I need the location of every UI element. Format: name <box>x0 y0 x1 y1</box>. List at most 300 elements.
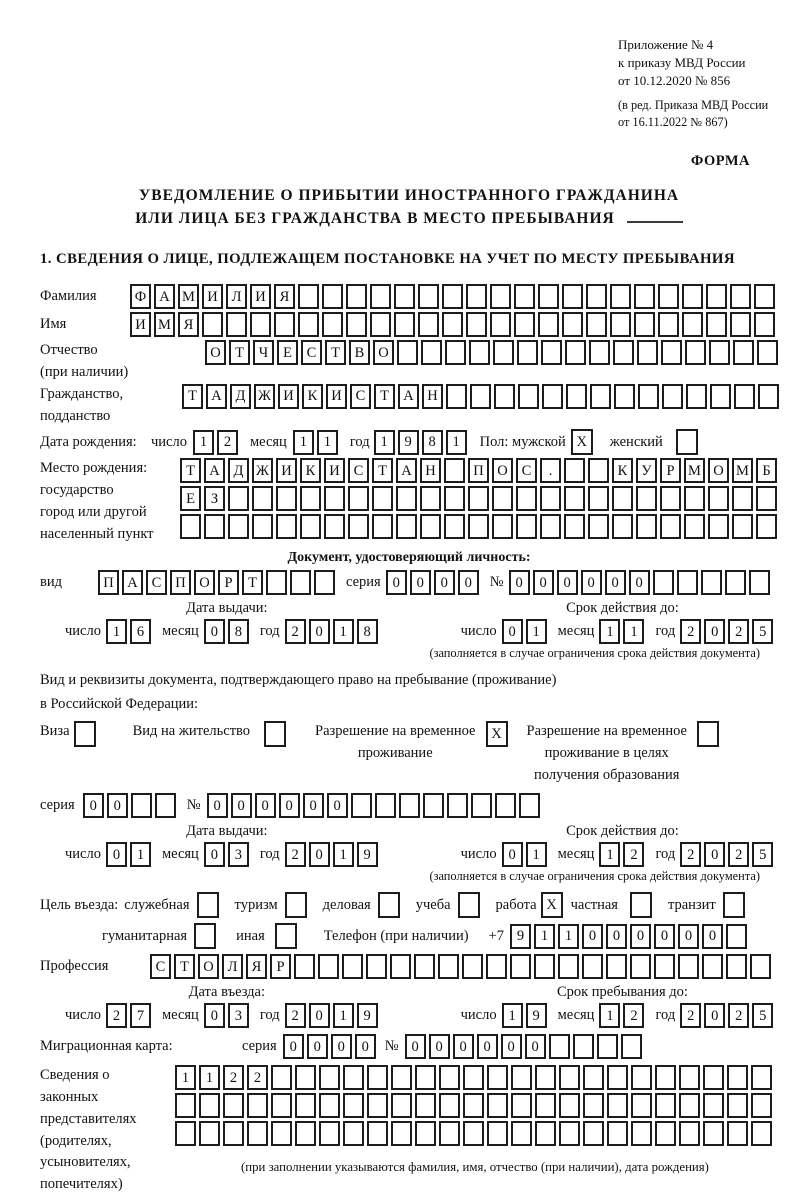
form-cell[interactable] <box>756 486 777 511</box>
form-cell[interactable] <box>463 1121 484 1146</box>
form-cell[interactable] <box>378 892 400 918</box>
form-cell[interactable]: И <box>130 312 151 337</box>
form-cell[interactable] <box>607 1093 628 1118</box>
form-cell[interactable]: М <box>732 458 753 483</box>
form-cell[interactable]: 1 <box>526 619 547 644</box>
form-cell[interactable]: Р <box>270 954 291 979</box>
form-cell[interactable] <box>74 721 96 747</box>
form-cell[interactable]: И <box>202 284 223 309</box>
form-cell[interactable] <box>516 514 537 539</box>
form-cell[interactable] <box>637 340 658 365</box>
form-cell[interactable] <box>514 312 535 337</box>
form-cell[interactable] <box>758 384 779 409</box>
form-cell[interactable]: Я <box>274 284 295 309</box>
form-cell[interactable] <box>446 384 467 409</box>
form-cell[interactable] <box>318 954 339 979</box>
form-cell[interactable] <box>439 1121 460 1146</box>
form-cell[interactable] <box>420 514 441 539</box>
form-cell[interactable]: Т <box>325 340 346 365</box>
form-cell[interactable] <box>180 514 201 539</box>
form-cell[interactable] <box>300 486 321 511</box>
form-cell[interactable]: X <box>571 429 593 455</box>
form-cell[interactable]: 1 <box>534 924 555 949</box>
form-cell[interactable] <box>662 384 683 409</box>
form-cell[interactable]: Т <box>180 458 201 483</box>
form-cell[interactable] <box>708 486 729 511</box>
form-cell[interactable]: Т <box>182 384 203 409</box>
form-cell[interactable] <box>343 1121 364 1146</box>
form-cell[interactable]: 2 <box>680 842 701 867</box>
form-cell[interactable] <box>631 1093 652 1118</box>
form-cell[interactable] <box>679 1121 700 1146</box>
form-cell[interactable]: 0 <box>106 842 127 867</box>
form-cell[interactable] <box>514 284 535 309</box>
form-cell[interactable]: 1 <box>599 842 620 867</box>
form-cell[interactable] <box>541 340 562 365</box>
form-cell[interactable] <box>372 514 393 539</box>
form-cell[interactable]: 0 <box>453 1034 474 1059</box>
form-cell[interactable] <box>725 570 746 595</box>
form-cell[interactable]: П <box>468 458 489 483</box>
form-cell[interactable]: 0 <box>704 1003 725 1028</box>
form-cell[interactable] <box>247 1121 268 1146</box>
form-cell[interactable] <box>708 514 729 539</box>
form-cell[interactable]: 0 <box>207 793 228 818</box>
form-cell[interactable]: 0 <box>533 570 554 595</box>
form-cell[interactable] <box>751 1093 772 1118</box>
form-cell[interactable] <box>733 340 754 365</box>
form-cell[interactable]: 3 <box>228 842 249 867</box>
form-cell[interactable] <box>535 1121 556 1146</box>
form-cell[interactable] <box>463 1093 484 1118</box>
form-cell[interactable] <box>734 384 755 409</box>
form-cell[interactable]: X <box>541 892 563 918</box>
form-cell[interactable]: Ж <box>252 458 273 483</box>
form-cell[interactable]: X <box>486 721 508 747</box>
form-cell[interactable] <box>415 1093 436 1118</box>
form-cell[interactable]: 1 <box>293 430 314 455</box>
form-cell[interactable]: 1 <box>526 842 547 867</box>
form-cell[interactable] <box>396 514 417 539</box>
form-cell[interactable] <box>155 793 176 818</box>
form-cell[interactable]: К <box>302 384 323 409</box>
form-cell[interactable] <box>295 1093 316 1118</box>
form-cell[interactable] <box>370 312 391 337</box>
form-cell[interactable]: 2 <box>223 1065 244 1090</box>
form-cell[interactable] <box>271 1093 292 1118</box>
form-cell[interactable] <box>298 312 319 337</box>
form-cell[interactable] <box>518 384 539 409</box>
form-cell[interactable] <box>566 384 587 409</box>
form-cell[interactable] <box>470 384 491 409</box>
form-cell[interactable] <box>367 1121 388 1146</box>
form-cell[interactable] <box>710 384 731 409</box>
form-cell[interactable] <box>754 312 775 337</box>
form-cell[interactable] <box>223 1121 244 1146</box>
form-cell[interactable] <box>228 514 249 539</box>
form-cell[interactable]: 8 <box>422 430 443 455</box>
form-cell[interactable]: Л <box>222 954 243 979</box>
form-cell[interactable] <box>420 486 441 511</box>
form-cell[interactable] <box>562 284 583 309</box>
form-cell[interactable]: 0 <box>629 570 650 595</box>
form-cell[interactable]: 5 <box>752 619 773 644</box>
form-cell[interactable]: 9 <box>398 430 419 455</box>
form-cell[interactable] <box>415 1121 436 1146</box>
form-cell[interactable] <box>658 312 679 337</box>
form-cell[interactable] <box>367 1093 388 1118</box>
form-cell[interactable] <box>749 570 770 595</box>
form-cell[interactable] <box>582 954 603 979</box>
form-cell[interactable]: С <box>146 570 167 595</box>
form-cell[interactable] <box>754 284 775 309</box>
form-cell[interactable] <box>294 954 315 979</box>
form-cell[interactable]: 1 <box>599 619 620 644</box>
form-cell[interactable] <box>463 1065 484 1090</box>
form-cell[interactable] <box>612 514 633 539</box>
form-cell[interactable] <box>583 1121 604 1146</box>
form-cell[interactable] <box>276 514 297 539</box>
form-cell[interactable]: . <box>540 458 561 483</box>
form-cell[interactable]: А <box>154 284 175 309</box>
form-cell[interactable]: 2 <box>728 1003 749 1028</box>
form-cell[interactable] <box>630 954 651 979</box>
form-cell[interactable]: 9 <box>510 924 531 949</box>
form-cell[interactable] <box>276 486 297 511</box>
form-cell[interactable]: А <box>206 384 227 409</box>
form-cell[interactable] <box>610 284 631 309</box>
form-cell[interactable]: Н <box>420 458 441 483</box>
form-cell[interactable] <box>588 458 609 483</box>
form-cell[interactable] <box>394 312 415 337</box>
form-cell[interactable] <box>247 1093 268 1118</box>
form-cell[interactable] <box>653 570 674 595</box>
form-cell[interactable]: А <box>396 458 417 483</box>
form-cell[interactable] <box>535 1093 556 1118</box>
form-cell[interactable] <box>322 312 343 337</box>
form-cell[interactable] <box>439 1093 460 1118</box>
form-cell[interactable]: П <box>170 570 191 595</box>
form-cell[interactable]: 0 <box>557 570 578 595</box>
form-cell[interactable]: 0 <box>204 619 225 644</box>
form-cell[interactable]: 7 <box>130 1003 151 1028</box>
form-cell[interactable] <box>679 1093 700 1118</box>
form-cell[interactable]: Ж <box>254 384 275 409</box>
form-cell[interactable] <box>697 721 719 747</box>
form-cell[interactable] <box>702 954 723 979</box>
form-cell[interactable]: 0 <box>702 924 723 949</box>
form-cell[interactable]: 0 <box>525 1034 546 1059</box>
form-cell[interactable] <box>445 340 466 365</box>
form-cell[interactable]: С <box>348 458 369 483</box>
form-cell[interactable] <box>487 1121 508 1146</box>
form-cell[interactable]: 6 <box>130 619 151 644</box>
form-cell[interactable] <box>194 923 216 949</box>
form-cell[interactable]: 1 <box>558 924 579 949</box>
form-cell[interactable]: О <box>373 340 394 365</box>
form-cell[interactable] <box>730 312 751 337</box>
form-cell[interactable] <box>540 514 561 539</box>
form-cell[interactable] <box>290 570 311 595</box>
form-cell[interactable] <box>726 954 747 979</box>
form-cell[interactable]: И <box>324 458 345 483</box>
form-cell[interactable]: Т <box>242 570 263 595</box>
form-cell[interactable]: 2 <box>285 842 306 867</box>
form-cell[interactable] <box>634 312 655 337</box>
form-cell[interactable]: С <box>301 340 322 365</box>
form-cell[interactable]: 0 <box>307 1034 328 1059</box>
form-cell[interactable] <box>751 1065 772 1090</box>
form-cell[interactable] <box>564 486 585 511</box>
form-cell[interactable] <box>621 1034 642 1059</box>
form-cell[interactable]: 0 <box>458 570 479 595</box>
form-cell[interactable]: 0 <box>331 1034 352 1059</box>
form-cell[interactable] <box>655 1065 676 1090</box>
form-cell[interactable]: Ч <box>253 340 274 365</box>
form-cell[interactable] <box>538 284 559 309</box>
form-cell[interactable] <box>271 1121 292 1146</box>
form-cell[interactable] <box>535 1065 556 1090</box>
form-cell[interactable] <box>732 486 753 511</box>
form-cell[interactable]: Б <box>756 458 777 483</box>
form-cell[interactable] <box>319 1121 340 1146</box>
form-cell[interactable] <box>634 284 655 309</box>
form-cell[interactable]: 1 <box>333 1003 354 1028</box>
form-cell[interactable] <box>442 312 463 337</box>
form-cell[interactable] <box>630 892 652 918</box>
form-cell[interactable] <box>447 793 468 818</box>
form-cell[interactable]: 0 <box>429 1034 450 1059</box>
form-cell[interactable] <box>370 284 391 309</box>
form-cell[interactable] <box>414 954 435 979</box>
form-cell[interactable] <box>266 570 287 595</box>
form-cell[interactable]: 0 <box>83 793 104 818</box>
form-cell[interactable]: 1 <box>193 430 214 455</box>
form-cell[interactable] <box>660 514 681 539</box>
form-cell[interactable] <box>466 312 487 337</box>
form-cell[interactable] <box>559 1093 580 1118</box>
form-cell[interactable] <box>324 486 345 511</box>
form-cell[interactable] <box>322 284 343 309</box>
form-cell[interactable] <box>469 340 490 365</box>
form-cell[interactable]: А <box>398 384 419 409</box>
form-cell[interactable]: 0 <box>704 842 725 867</box>
form-cell[interactable] <box>564 458 585 483</box>
form-cell[interactable] <box>271 1065 292 1090</box>
form-cell[interactable] <box>540 486 561 511</box>
form-cell[interactable] <box>319 1093 340 1118</box>
form-cell[interactable] <box>588 514 609 539</box>
form-cell[interactable]: 0 <box>309 1003 330 1028</box>
form-cell[interactable] <box>534 954 555 979</box>
form-cell[interactable] <box>487 1093 508 1118</box>
form-cell[interactable] <box>468 514 489 539</box>
form-cell[interactable] <box>723 892 745 918</box>
form-cell[interactable]: 0 <box>501 1034 522 1059</box>
form-cell[interactable] <box>492 514 513 539</box>
form-cell[interactable]: 0 <box>654 924 675 949</box>
form-cell[interactable] <box>573 1034 594 1059</box>
form-cell[interactable]: 0 <box>309 842 330 867</box>
form-cell[interactable]: 0 <box>630 924 651 949</box>
form-cell[interactable] <box>204 514 225 539</box>
form-cell[interactable]: 1 <box>623 619 644 644</box>
form-cell[interactable]: Л <box>226 284 247 309</box>
form-cell[interactable] <box>631 1121 652 1146</box>
form-cell[interactable]: 2 <box>728 619 749 644</box>
form-cell[interactable] <box>684 514 705 539</box>
form-cell[interactable]: К <box>612 458 633 483</box>
form-cell[interactable] <box>346 312 367 337</box>
form-cell[interactable] <box>418 284 439 309</box>
form-cell[interactable]: 1 <box>333 842 354 867</box>
form-cell[interactable]: Т <box>374 384 395 409</box>
form-cell[interactable]: Р <box>660 458 681 483</box>
form-cell[interactable]: 0 <box>283 1034 304 1059</box>
form-cell[interactable] <box>756 514 777 539</box>
form-cell[interactable] <box>252 486 273 511</box>
form-cell[interactable]: 2 <box>680 1003 701 1028</box>
form-cell[interactable] <box>444 514 465 539</box>
form-cell[interactable]: 2 <box>217 430 238 455</box>
form-cell[interactable] <box>586 284 607 309</box>
form-cell[interactable] <box>583 1093 604 1118</box>
form-cell[interactable] <box>606 954 627 979</box>
form-cell[interactable] <box>202 312 223 337</box>
form-cell[interactable] <box>658 284 679 309</box>
form-cell[interactable] <box>391 1093 412 1118</box>
form-cell[interactable]: 1 <box>106 619 127 644</box>
form-cell[interactable] <box>511 1121 532 1146</box>
form-cell[interactable] <box>586 312 607 337</box>
form-cell[interactable] <box>607 1121 628 1146</box>
form-cell[interactable] <box>487 1065 508 1090</box>
form-cell[interactable]: 8 <box>357 619 378 644</box>
form-cell[interactable] <box>372 486 393 511</box>
form-cell[interactable] <box>223 1093 244 1118</box>
form-cell[interactable] <box>679 1065 700 1090</box>
form-cell[interactable] <box>655 1093 676 1118</box>
form-cell[interactable]: О <box>194 570 215 595</box>
form-cell[interactable] <box>678 954 699 979</box>
form-cell[interactable]: Е <box>277 340 298 365</box>
form-cell[interactable] <box>511 1093 532 1118</box>
form-cell[interactable]: С <box>516 458 537 483</box>
form-cell[interactable]: О <box>708 458 729 483</box>
form-cell[interactable]: 1 <box>333 619 354 644</box>
form-cell[interactable] <box>264 721 286 747</box>
form-cell[interactable]: М <box>684 458 705 483</box>
form-cell[interactable] <box>396 486 417 511</box>
form-cell[interactable] <box>298 284 319 309</box>
form-cell[interactable] <box>275 923 297 949</box>
form-cell[interactable] <box>727 1093 748 1118</box>
form-cell[interactable] <box>727 1065 748 1090</box>
form-cell[interactable]: 2 <box>623 1003 644 1028</box>
form-cell[interactable]: 1 <box>175 1065 196 1090</box>
form-cell[interactable] <box>397 340 418 365</box>
form-cell[interactable] <box>757 340 778 365</box>
form-cell[interactable]: 9 <box>357 1003 378 1028</box>
form-cell[interactable]: 0 <box>678 924 699 949</box>
form-cell[interactable] <box>466 284 487 309</box>
form-cell[interactable]: Н <box>422 384 443 409</box>
form-cell[interactable] <box>701 570 722 595</box>
form-cell[interactable]: М <box>178 284 199 309</box>
form-cell[interactable]: 0 <box>502 842 523 867</box>
form-cell[interactable]: 8 <box>228 619 249 644</box>
form-cell[interactable]: З <box>204 486 225 511</box>
form-cell[interactable]: Я <box>246 954 267 979</box>
form-cell[interactable] <box>274 312 295 337</box>
form-cell[interactable]: 0 <box>434 570 455 595</box>
form-cell[interactable]: 0 <box>606 924 627 949</box>
form-cell[interactable] <box>610 312 631 337</box>
form-cell[interactable]: К <box>300 458 321 483</box>
form-cell[interactable] <box>468 486 489 511</box>
form-cell[interactable] <box>727 1121 748 1146</box>
form-cell[interactable] <box>614 384 635 409</box>
form-cell[interactable] <box>732 514 753 539</box>
form-cell[interactable] <box>517 340 538 365</box>
form-cell[interactable] <box>343 1093 364 1118</box>
form-cell[interactable]: 0 <box>255 793 276 818</box>
form-cell[interactable]: 0 <box>477 1034 498 1059</box>
form-cell[interactable] <box>324 514 345 539</box>
form-cell[interactable] <box>314 570 335 595</box>
form-cell[interactable]: Т <box>372 458 393 483</box>
form-cell[interactable]: О <box>205 340 226 365</box>
form-cell[interactable]: П <box>98 570 119 595</box>
form-cell[interactable]: 0 <box>327 793 348 818</box>
form-cell[interactable] <box>558 954 579 979</box>
form-cell[interactable]: 2 <box>285 1003 306 1028</box>
form-cell[interactable] <box>549 1034 570 1059</box>
form-cell[interactable] <box>583 1065 604 1090</box>
form-cell[interactable] <box>423 793 444 818</box>
form-cell[interactable] <box>295 1121 316 1146</box>
form-cell[interactable] <box>285 892 307 918</box>
form-cell[interactable] <box>490 312 511 337</box>
form-cell[interactable] <box>589 340 610 365</box>
form-cell[interactable] <box>390 954 411 979</box>
form-cell[interactable]: 0 <box>204 1003 225 1028</box>
form-cell[interactable] <box>471 793 492 818</box>
form-cell[interactable] <box>676 429 698 455</box>
form-cell[interactable] <box>607 1065 628 1090</box>
form-cell[interactable] <box>418 312 439 337</box>
form-cell[interactable] <box>295 1065 316 1090</box>
form-cell[interactable]: Д <box>230 384 251 409</box>
form-cell[interactable]: У <box>636 458 657 483</box>
form-cell[interactable]: 0 <box>309 619 330 644</box>
form-cell[interactable] <box>588 486 609 511</box>
form-cell[interactable]: 1 <box>502 1003 523 1028</box>
form-cell[interactable] <box>494 384 515 409</box>
form-cell[interactable] <box>319 1065 340 1090</box>
form-cell[interactable] <box>394 284 415 309</box>
form-cell[interactable] <box>131 793 152 818</box>
form-cell[interactable]: С <box>150 954 171 979</box>
form-cell[interactable] <box>175 1093 196 1118</box>
form-cell[interactable] <box>197 892 219 918</box>
form-cell[interactable] <box>750 954 771 979</box>
form-cell[interactable]: О <box>198 954 219 979</box>
form-cell[interactable]: 9 <box>526 1003 547 1028</box>
form-cell[interactable]: 2 <box>285 619 306 644</box>
form-cell[interactable] <box>444 458 465 483</box>
form-cell[interactable] <box>682 312 703 337</box>
